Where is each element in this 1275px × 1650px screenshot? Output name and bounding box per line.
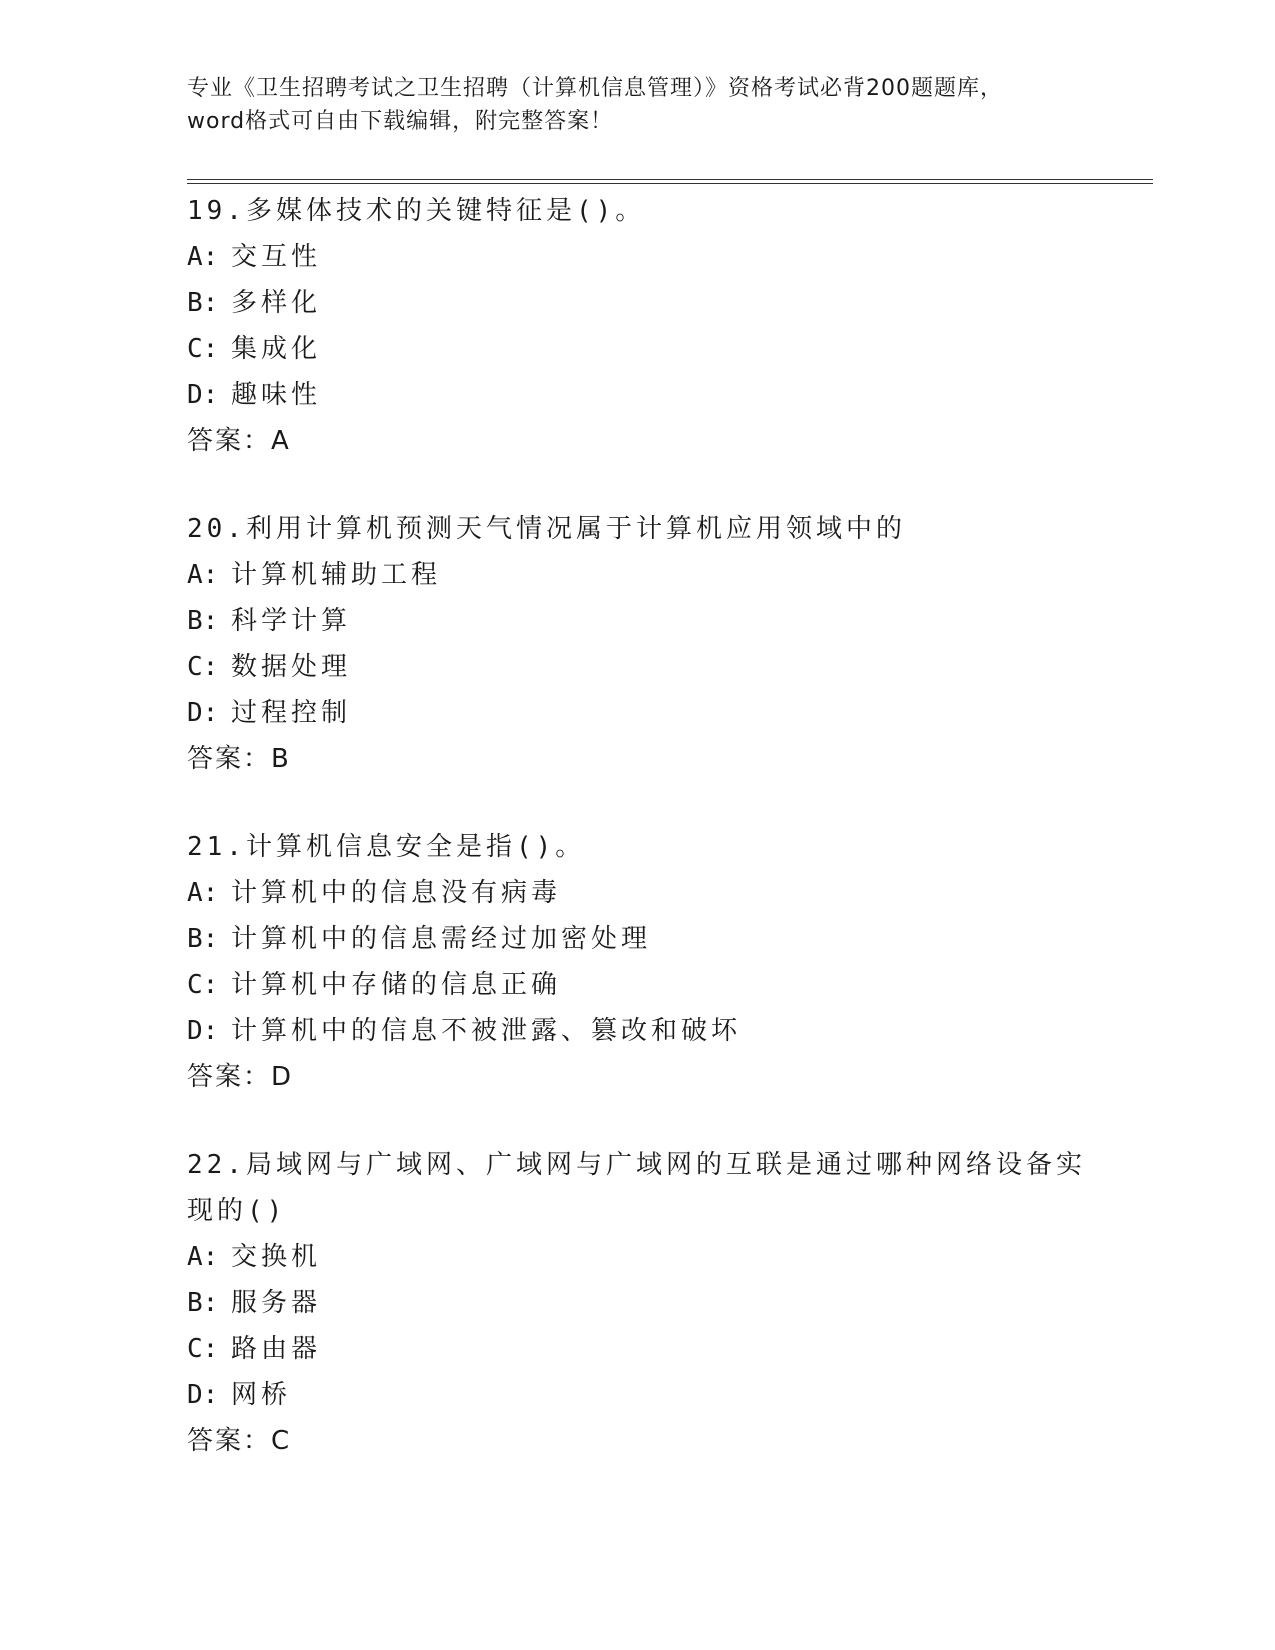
option-key: A:	[187, 560, 219, 590]
question-19	[187, 188, 1087, 464]
answer-label: 答案：A	[187, 426, 291, 456]
question-text: 21.计算机信息安全是指()。	[187, 832, 586, 862]
option-key: B:	[187, 606, 219, 636]
option-key: C:	[187, 334, 219, 364]
option-text: 计算机中的信息需经过加密处理	[231, 924, 652, 954]
option-text: 计算机辅助工程	[231, 560, 442, 590]
option-b	[187, 598, 1087, 644]
option-text: 交换机	[231, 1242, 322, 1272]
question-list	[187, 188, 1087, 1506]
question-22	[187, 1142, 1087, 1464]
option-text: 趣味性	[231, 380, 322, 410]
option-a	[187, 870, 1087, 916]
option-text: 计算机中的信息不被泄露、篡改和破坏	[231, 1016, 742, 1046]
option-key: D:	[187, 1380, 219, 1410]
option-key: C:	[187, 970, 219, 1000]
question-20	[187, 506, 1087, 782]
option-key: D:	[187, 380, 219, 410]
option-key: D:	[187, 698, 219, 728]
option-c	[187, 644, 1087, 690]
header-line-2: word格式可自由下载编辑，附完整答案！	[187, 109, 614, 134]
question-text: 19.多媒体技术的关键特征是()。	[187, 196, 646, 226]
option-text: 服务器	[231, 1288, 322, 1318]
option-b	[187, 916, 1087, 962]
question-text: 20.利用计算机预测天气情况属于计算机应用领域中的	[187, 514, 906, 544]
option-a	[187, 234, 1087, 280]
option-key: C:	[187, 1334, 219, 1364]
option-key: D:	[187, 1016, 219, 1046]
question-text: 22.局域网与广域网、广域网与广域网的互联是通过哪种网络设备实现的()	[187, 1150, 1086, 1226]
option-c	[187, 962, 1087, 1008]
option-text: 数据处理	[231, 652, 352, 682]
answer-label: 答案：D	[187, 1062, 294, 1092]
option-b	[187, 280, 1087, 326]
answer-label: 答案：C	[187, 1426, 292, 1456]
option-text: 集成化	[231, 334, 322, 364]
option-key: A:	[187, 878, 219, 908]
option-d	[187, 1372, 1087, 1418]
option-text: 过程控制	[231, 698, 352, 728]
document-header	[187, 72, 1087, 138]
option-a	[187, 1234, 1087, 1280]
option-a	[187, 552, 1087, 598]
option-text: 科学计算	[231, 606, 352, 636]
option-key: B:	[187, 924, 219, 954]
option-key: A:	[187, 242, 219, 272]
option-key: B:	[187, 288, 219, 318]
option-text: 计算机中存储的信息正确	[231, 970, 562, 1000]
header-divider-top	[187, 179, 1153, 180]
option-key: B:	[187, 1288, 219, 1318]
option-text: 多样化	[231, 288, 322, 318]
option-c	[187, 1326, 1087, 1372]
option-text: 网桥	[231, 1380, 292, 1410]
question-21	[187, 824, 1087, 1100]
header-line-1: 专业《卫生招聘考试之卫生招聘（计算机信息管理）》资格考试必背200题题库，	[187, 76, 1003, 101]
answer-label: 答案：B	[187, 744, 291, 774]
option-key: A:	[187, 1242, 219, 1272]
option-c	[187, 326, 1087, 372]
option-d	[187, 372, 1087, 418]
option-text: 交互性	[231, 242, 322, 272]
option-d	[187, 690, 1087, 736]
option-d	[187, 1008, 1087, 1054]
option-text: 路由器	[231, 1334, 322, 1364]
header-divider-bottom	[187, 183, 1153, 184]
option-text: 计算机中的信息没有病毒	[231, 878, 562, 908]
option-b	[187, 1280, 1087, 1326]
option-key: C:	[187, 652, 219, 682]
